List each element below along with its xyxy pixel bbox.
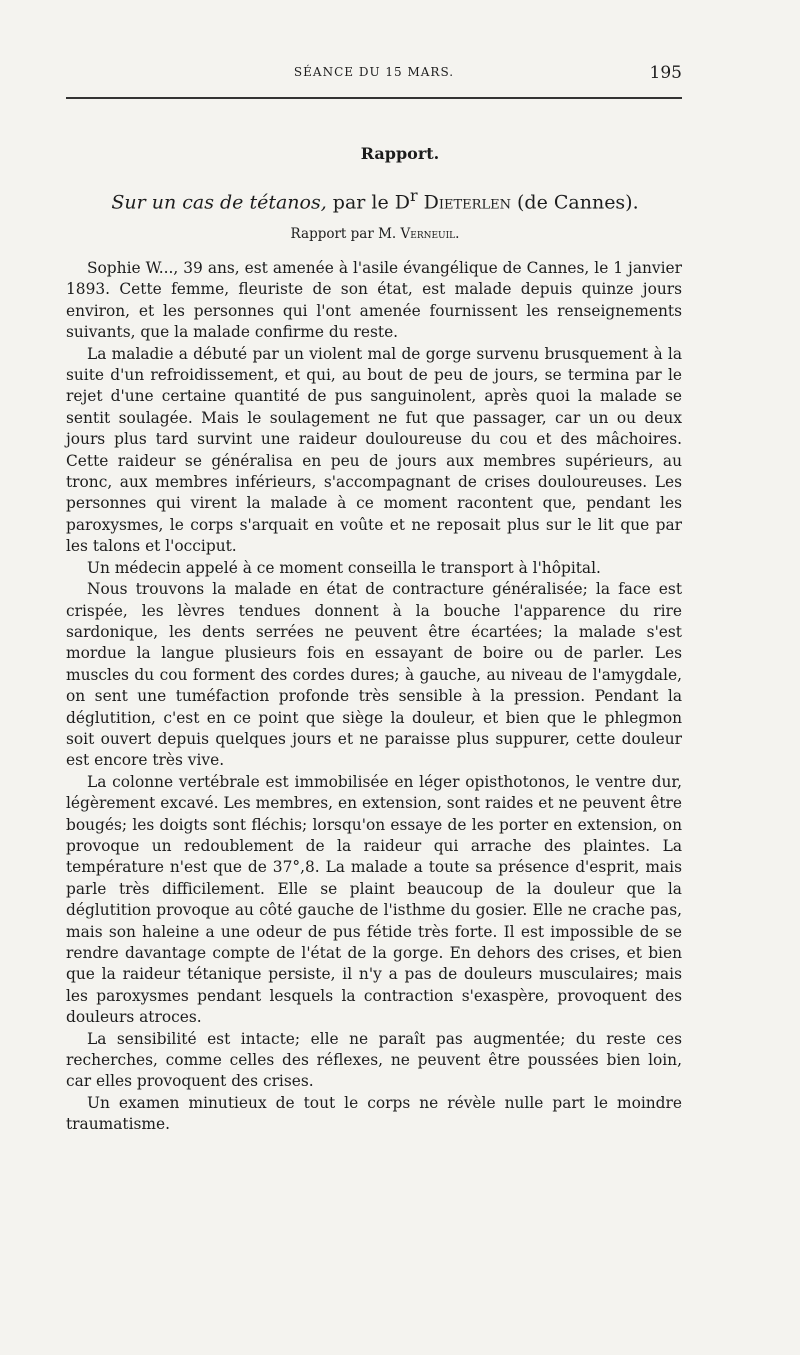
- byline-prefix: Rapport par M.: [290, 226, 401, 242]
- article-title-sup: r: [410, 186, 418, 205]
- article-title: [0, 186, 750, 213]
- article-title-italic: Sur un cas de tétanos,: [111, 191, 327, 214]
- running-head: [66, 63, 682, 87]
- running-title: SÉANCE DU 15 MARS.: [293, 65, 455, 79]
- article-title-by: par le D: [326, 191, 411, 214]
- paragraph: La maladie a débuté par un violent mal de gorge survenu brusquement à la suite d'un refroidissement, et qui, au bout de peu de jours, se termina par le rejet d'une certaine quantité de pus sanguinolent, après quoi la malade se sentit soulagée. Mais le soulagement ne fut que passager, car un ou deux jours plus tard survint une raideur douloureuse du cou et des mâchoires. Cette raideur se généralisa en peu de jours aux membres supérieurs, au tronc, aux membres inférieurs, s'accompagnant de crises douloureuses. Les personnes qui virent la malade à ce moment racontent que, pendant les paroxysmes, le corps s'arquait en voûte et ne reposait plus sur le lit que par les talons et l'occiput.: [66, 344, 682, 556]
- article-author: Dieterlen: [423, 191, 511, 214]
- paragraph: La colonne vertébrale est immobilisée en léger opisthotonos, le ventre dur, légèrement excavé. Les membres, en extension, sont raides et ne peuvent être bougés; les doigts sont fléchis; lorsqu'on essaye de les porter en extension, on provoque un redoublement de la raideur qui arrache des plaintes. La température n'est que de 37°,8. La malade a toute sa présence d'esprit, mais parle très difficilement. Elle se plaint beaucoup de la douleur que la déglutition provoque au côté gauche de l'isthme du gosier. Elle ne crache pas, mais son haleine a une odeur de pus fétide très forte. Il est impossible de se rendre davantage compte de l'état de la gorge. En dehors des crises, et bien que la raideur tétanique persiste, il n'y a pas de douleurs musculaires; mais les paroxysmes pendant lesquels la contraction s'exaspère, provoquent des douleurs atroces.: [66, 772, 682, 1027]
- byline: [0, 226, 750, 242]
- body-text: [66, 258, 682, 1136]
- paragraph: Sophie W..., 39 ans, est amenée à l'asile évangélique de Cannes, le 1 janvier 1893. Cette femme, fleuriste de son état, est malade depuis quinze jours environ, et les personnes qui l'ont amenée fournissent les renseignements suivants, que la malade confirme du reste.: [66, 259, 682, 342]
- page-number: 195: [649, 63, 682, 83]
- article-author-place: (de Cannes).: [510, 191, 639, 214]
- paragraph: La sensibilité est intacte; elle ne paraît pas augmentée; du reste ces recherches, comme celles des réflexes, ne peuvent être poussées bien loin, car elles provoquent des crises.: [66, 1029, 682, 1091]
- header-rule: [66, 97, 682, 99]
- section-title: Rapport.: [360, 144, 440, 163]
- paragraph: Un examen minutieux de tout le corps ne révèle nulle part le moindre traumatisme.: [66, 1093, 682, 1134]
- paragraph: Nous trouvons la malade en état de contracture généralisée; la face est crispée, les lèvres tendues donnent à la bouche l'apparence du rire sardonique, les dents serrées ne peuvent être écartées; la malade s'est mordue la langue plusieurs fois en essayant de boire ou de parler. Les muscles du cou forment des cordes dures; à gauche, au niveau de l'amygdale, on sent une tuméfaction profonde très sensible à la pression. Pendant la déglutition, c'est en ce point que siège la douleur, et bien que le phlegmon soit ouvert depuis quelques jours et ne paraisse plus suppurer, cette douleur est encore très vive.: [66, 580, 682, 770]
- paragraph: Un médecin appelé à ce moment conseilla le transport à l'hôpital.: [87, 558, 601, 577]
- byline-name: Verneuil.: [400, 226, 460, 242]
